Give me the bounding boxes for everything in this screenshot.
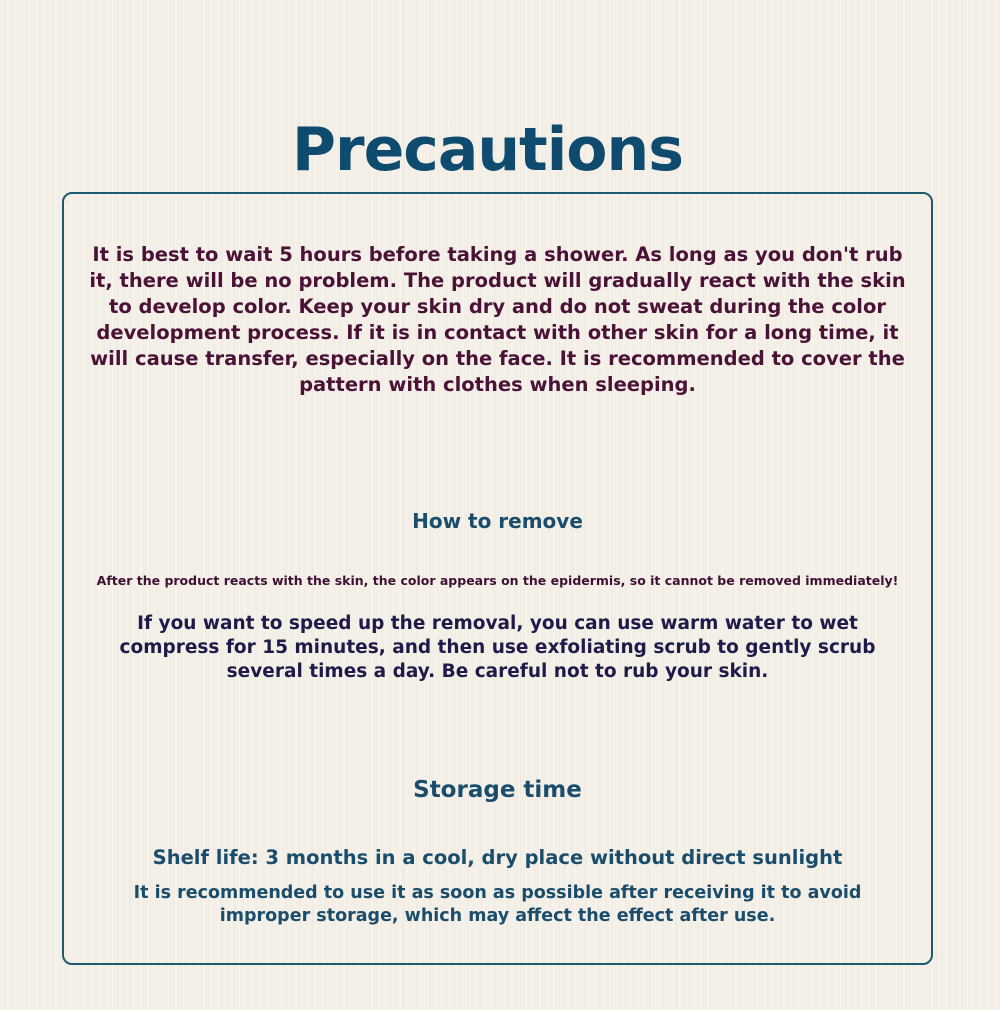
how-to-remove-heading: How to remove bbox=[412, 509, 583, 533]
removal-instructions: If you want to speed up the removal, you can use warm water to wet compress for 15 minutes, and then use exfoliating scrub to gently scrub several times a day. Be careful not to rub your skin. bbox=[119, 613, 876, 682]
page-title: Precautions bbox=[292, 115, 683, 186]
content-card bbox=[62, 192, 933, 965]
storage-recommendation: It is recommended to use it as soon as possible after receiving it to avoid improper storage, which may affect the effect after use. bbox=[133, 883, 862, 926]
precautions-text: It is best to wait 5 hours before taking a shower. As long as you don't rub it, there will be no problem. The product will gradually react with the skin to develop color. Keep your skin dry and do not sweat during the color development process. If it is in contact with other skin for a long time, it will cause transfer, especially on the face. It is recommended to cover the pattern with clothes when sleeping. bbox=[89, 243, 906, 396]
storage-time-heading: Storage time bbox=[413, 777, 582, 803]
shelf-life-text: Shelf life: 3 months in a cool, dry place without direct sunlight bbox=[152, 846, 843, 869]
removal-note: After the product reacts with the skin, the color appears on the epidermis, so it cannot be removed immediately! bbox=[96, 573, 899, 588]
